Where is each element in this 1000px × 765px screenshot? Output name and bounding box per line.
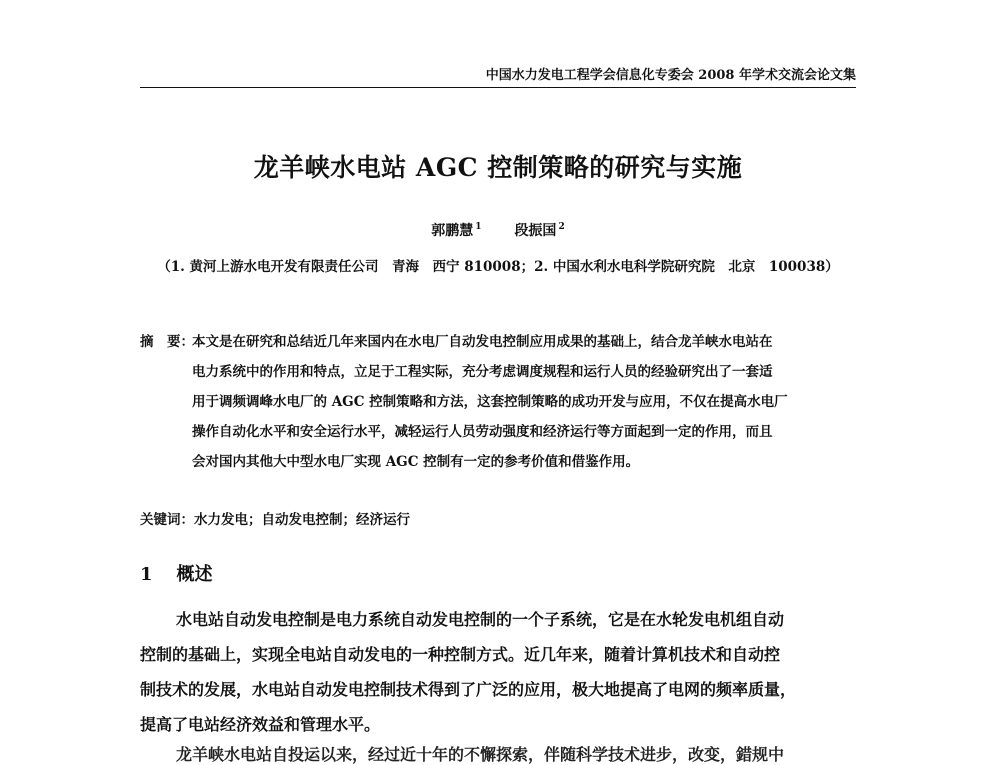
keywords-text: 水力发电；自动发电控制；经济运行 xyxy=(194,512,410,528)
body-line-partial: 龙羊峡水电站自投运以来，经过近十年的不懈探索，伴随科学技术进步，改变，錯规中 xyxy=(176,745,785,764)
body-line: 制技术的发展，水电站自动发电控制技术得到了广泛的应用，极大地提高了电网的频率质量， xyxy=(140,680,797,699)
author: 段振国 $^2$ xyxy=(514,222,565,239)
header-rule xyxy=(140,87,856,88)
author: 郭鹏慧 $^1$ xyxy=(431,222,482,239)
body-line: 控制的基础上，实现全电站自动发电的一种控制方式。近几年来，随着计算机技术和自动控 xyxy=(140,645,781,664)
keywords-label: 关键词： xyxy=(140,512,194,528)
section-title: 概述 xyxy=(176,564,213,585)
section-body xyxy=(140,602,856,742)
abstract-line: 本文是在研究和总结近几年来国内在水电厂自动发电控制应用成果的基础上，结合龙羊峡水电站在 xyxy=(192,334,773,350)
abstract-label: 摘 要： xyxy=(140,334,194,350)
abstract-body xyxy=(192,327,856,477)
abstract-line: 用于调频调峰水电厂的 AGC 控制策略和方法，这套控制策略的成功开发与应用，不仅在提高水电厂 xyxy=(192,394,788,410)
body-line: 提高了电站经济效益和管理水平。 xyxy=(140,715,381,734)
authors xyxy=(140,220,856,240)
section-number: 1 xyxy=(140,564,153,585)
abstract-line: 操作自动化水平和安全运行水平，减轻运行人员劳动强度和经济运行等方面起到一定的作用，而且 xyxy=(192,424,773,440)
running-header: 中国水力发电工程学会信息化专委会 2008 年学术交流会论文集 xyxy=(485,68,856,83)
affiliations: （1. 黄河上游水电开发有限责任公司 青海 西宁 810008；2. 中国水利水电科学院研究院 北京 100038） xyxy=(157,259,839,275)
body-line: 水电站自动发电控制是电力系统自动发电控制的一个子系统，它是在水轮发电机组自动 xyxy=(176,610,785,629)
abstract-line: 会对国内其他大中型水电厂实现 AGC 控制有一定的参考价值和借鉴作用。 xyxy=(192,454,640,470)
paper-title: 龙羊峡水电站 AGC 控制策略的研究与实施 xyxy=(253,153,743,182)
abstract-line: 电力系统中的作用和特点，立足于工程实际，充分考虑调度规程和运行人员的经验研究出了一套适 xyxy=(192,364,773,380)
section-heading xyxy=(140,560,213,586)
abstract xyxy=(140,327,856,477)
keywords xyxy=(140,508,856,528)
